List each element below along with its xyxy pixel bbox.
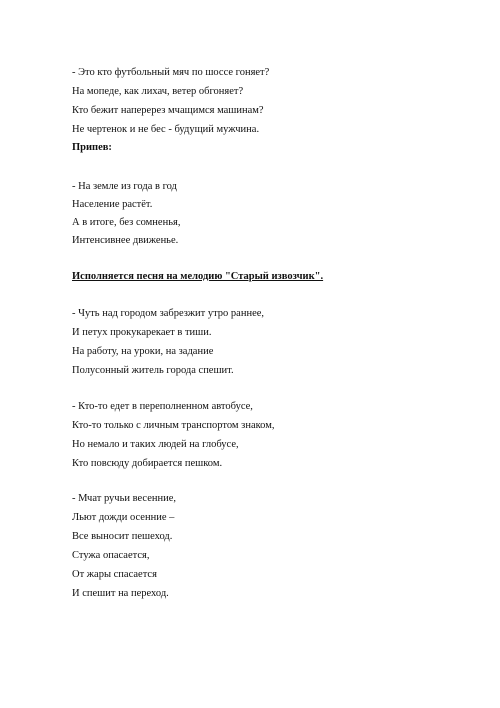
stanza5-line-1: - Мчат ручьи весенние, — [72, 493, 177, 504]
stanza1-line-3: Кто бежит наперерез мчащимся машинам? — [72, 105, 264, 116]
stanza5-line-4: Стужа опасается, — [72, 550, 150, 561]
song-heading: Исполняется песня на мелодию "Старый извозчик". — [72, 271, 324, 282]
stanza5-line-5: От жары спасается — [72, 569, 157, 580]
stanza5-line-6: И спешит на переход. — [72, 588, 169, 599]
stanza4-line-1: - Кто-то едет в переполненном автобусе, — [72, 401, 253, 412]
stanza2-line-4: Интенсивнее движенье. — [72, 235, 179, 246]
stanza2-line-3: А в итоге, без сомненья, — [72, 217, 181, 228]
stanza5-line-2: Льют дожди осенние – — [72, 512, 175, 523]
stanza4-line-4: Кто повсюду добирается пешком. — [72, 458, 223, 469]
stanza1-line-4: Не чертенок и не бес - будущий мужчина. — [72, 124, 260, 135]
stanza3-line-3: На работу, на уроки, на задание — [72, 346, 214, 357]
stanza3-line-1: - Чуть над городом забрезжит утро раннее, — [72, 308, 265, 319]
stanza1-line-2: На мопеде, как лихач, ветер обгоняет? — [72, 86, 244, 97]
stanza5-line-3: Все выносит пешеход. — [72, 531, 173, 542]
stanza2-line-1: - На земле из года в год — [72, 181, 177, 192]
stanza4-line-3: Но немало и таких людей на глобусе, — [72, 439, 239, 450]
chorus-label: Припев: — [72, 142, 112, 153]
stanza3-line-4: Полусонный житель города спешит. — [72, 365, 234, 376]
stanza1-line-1: - Это кто футбольный мяч по шоссе гоняет? — [72, 67, 270, 78]
stanza4-line-2: Кто-то только с личным транспортом знаком, — [72, 420, 275, 431]
stanza2-line-2: Население растёт. — [72, 199, 153, 210]
stanza3-line-2: И петух прокукарекает в тиши. — [72, 327, 212, 338]
